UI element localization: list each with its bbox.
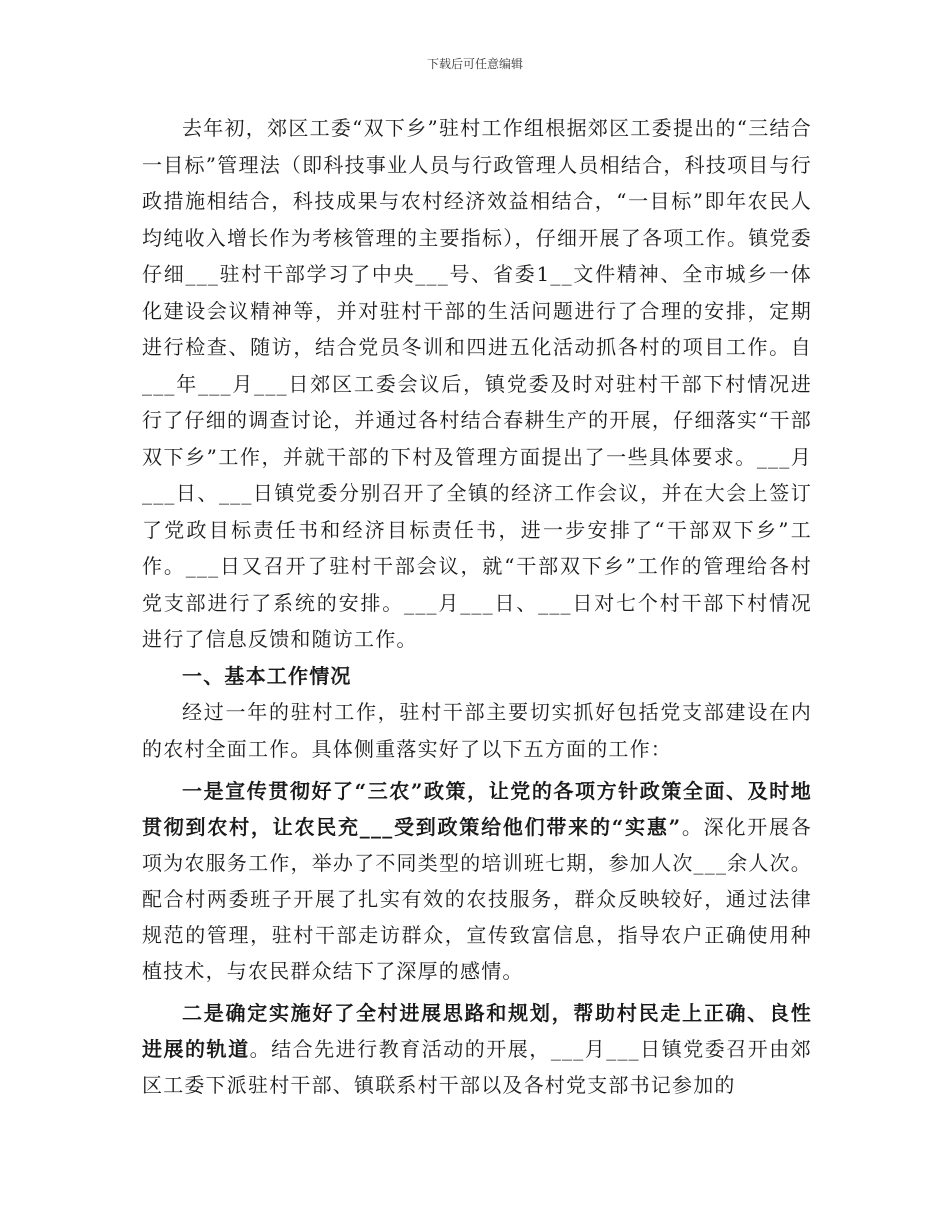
document-body — [142, 110, 812, 1103]
point-one-lead: 一是宣传贯彻好了“三农”政策，让党的各项方针政策全面、及时地贯彻到农村，让农民充___受到政策给他们带来的“实惠” — [142, 779, 812, 839]
point-one-paragraph — [142, 773, 812, 989]
point-one-body: 。深化开展各项为农服务工作，举办了不同类型的培训班七期，参加人次___余人次。配合村两委班子开展了扎实有效的农技服务，群众反映较好，通过法律规范的管理，驻村干部走访群众，宣传致富信息，指导农户正确使用种植技术，与农民群众结下了深厚的感情。 — [142, 815, 812, 983]
section-heading: 一、基本工作情况 — [182, 663, 352, 688]
point-two-paragraph — [142, 995, 812, 1103]
page-header: 下载后可任意编辑 — [426, 57, 523, 71]
intro-paragraph: 去年初，郊区工委“双下乡”驻村工作组根据郊区工委提出的“三结合一目标”管理法（即科技事业人员与行政管理人员相结合，科技项目与行政措施相结合，科技成果与农村经济效益相结合，“一目标”即年农民人均纯收入增长作为考核管理的主要指标），仔细开展了各项工作。镇党委仔细___驻村干部学习了中央___号、省委1__文件精神、全市城乡一体化建设会议精神等，并对驻村干部的生活问题进行了合理的安排，定期进行检查、随访，结合党员冬训和四进五化活动抓各村的项目工作。自___年___月___日郊区工委会议后，镇党委及时对驻村干部下村情况进行了仔细的调查讨论，并通过各村结合春耕生产的开展，仔细落实“干部双下乡”工作，并就干部的下村及管理方面提出了一些具体要求。___月___日、___日镇党委分别召开了全镇的经济工作会议，并在大会上签订了党政目标责任书和经济目标责任书，进一步安排了“干部双下乡”工作。___日又召开了驻村干部会议，就“干部双下乡”工作的管理给各村党支部进行了系统的安排。___月___日、___日对七个村干部下村情况进行了信息反馈和随访工作。 — [142, 116, 812, 651]
point-two-lead: 二是确定实施好了全村进展思路和规划，帮助村民走上正确、良性进展的轨道 — [142, 1001, 812, 1061]
point-two-body: 。结合先进行教育活动的开展，___月___日镇党委召开由郊区工委下派驻村干部、镇联系村干部以及各村党支部书记参加的 — [142, 1037, 812, 1097]
overview-paragraph: 经过一年的驻村工作，驻村干部主要切实抓好包括党支部建设在内的农村全面工作。具体侧重落实好了以下五方面的工作： — [142, 700, 812, 761]
